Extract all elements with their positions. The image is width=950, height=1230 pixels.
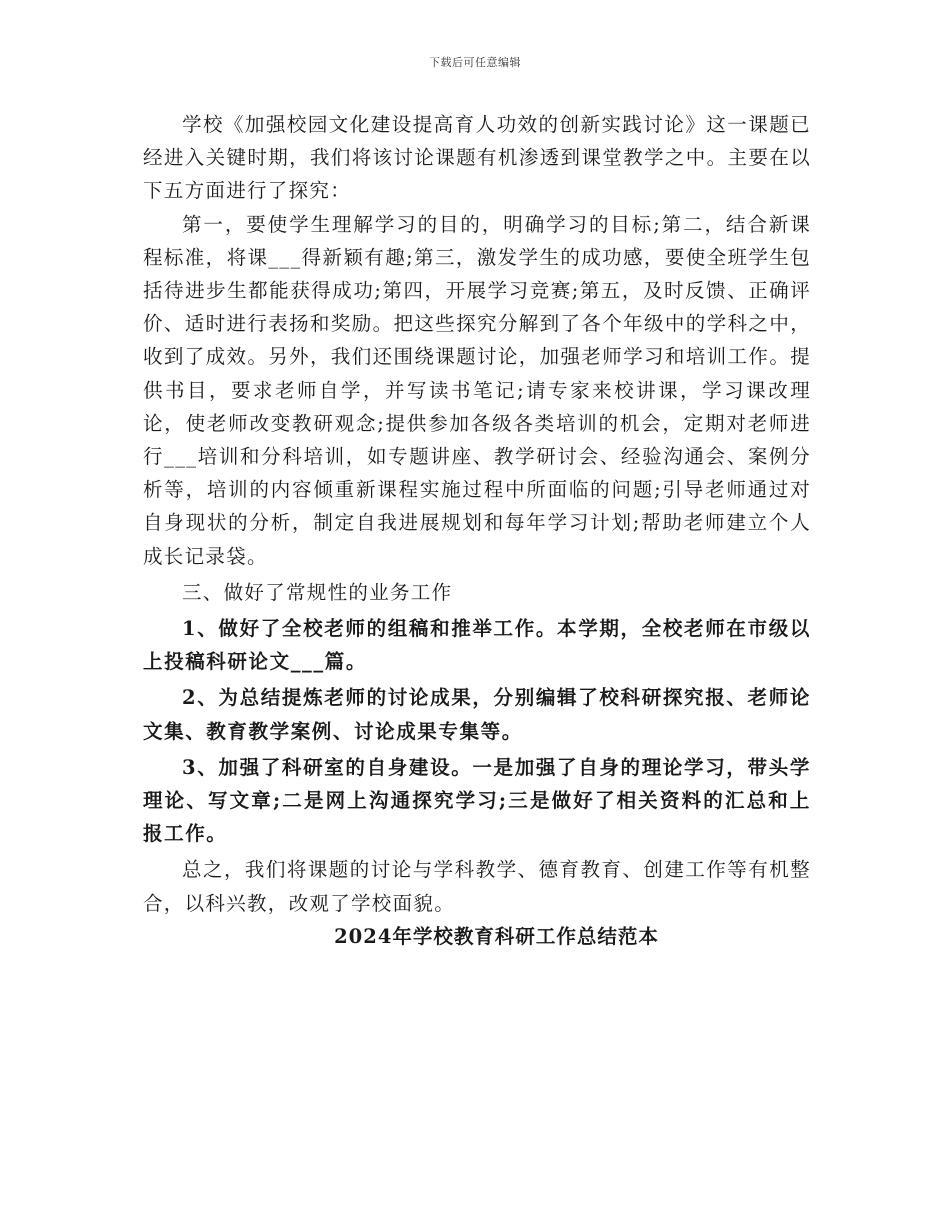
paragraph-conclusion: 总之，我们将课题的讨论与学科教学、德育教育、创建工作等有机整合，以科兴教，改观了学校面貌。 — [143, 858, 811, 915]
document-body — [143, 108, 811, 953]
paragraph-five-aspects: 第一，要使学生理解学习的目的，明确学习的目标;第二，结合新课程标准，将课___得新颖有趣;第三，激发学生的成功感，要使全班学生包括待进步生都能获得成功;第四，开展学习竞赛;第五，及时反馈、正确评价、适时进行表扬和奖励。把这些探究分解到了各个年级中的学科之中，收到了成效。另外，我们还围绕课题讨论，加强老师学习和培训工作。提供书目，要求老师自学，并写读书笔记;请专家来校讲课，学习课改理论，使老师改变教研观念;提供参加各级各类培训的机会，定期对老师进行___培训和分科培训，如专题讲座、教学研讨会、经验沟通会、案例分析等，培训的内容倾重新课程实施过程中所面临的问题;引导老师通过对自身现状的分析，制定自我进展规划和每年学习计划;帮助老师建立个人成长记录袋。 — [143, 212, 811, 568]
paragraph-intro: 学校《加强校园文化建设提高育人功效的创新实践讨论》这一课题已经进入关键时期，我们将该讨论课题有机渗透到课堂教学之中。主要在以下五方面进行了探究： — [143, 113, 811, 203]
bold-item-1: 1、做好了全校老师的组稿和推举工作。本学期，全校老师在市级以上投稿科研论文___篇。 — [143, 617, 811, 674]
bold-item-2: 2、为总结提炼老师的讨论成果，分别编辑了校科研探究报、老师论文集、教育教学案例、讨论成果专集等。 — [143, 686, 811, 743]
next-document-title: 2024年学校教育科研工作总结范本 — [334, 924, 659, 948]
page-header: 下载后可任意编辑 — [429, 56, 521, 69]
section-heading-routine-work: 三、做好了常规性的业务工作 — [182, 580, 453, 604]
bold-item-3: 3、加强了科研室的自身建设。一是加强了自身的理论学习，带头学理论、写文章;二是网上沟通探究学习;三是做好了相关资料的汇总和上报工作。 — [143, 755, 811, 846]
